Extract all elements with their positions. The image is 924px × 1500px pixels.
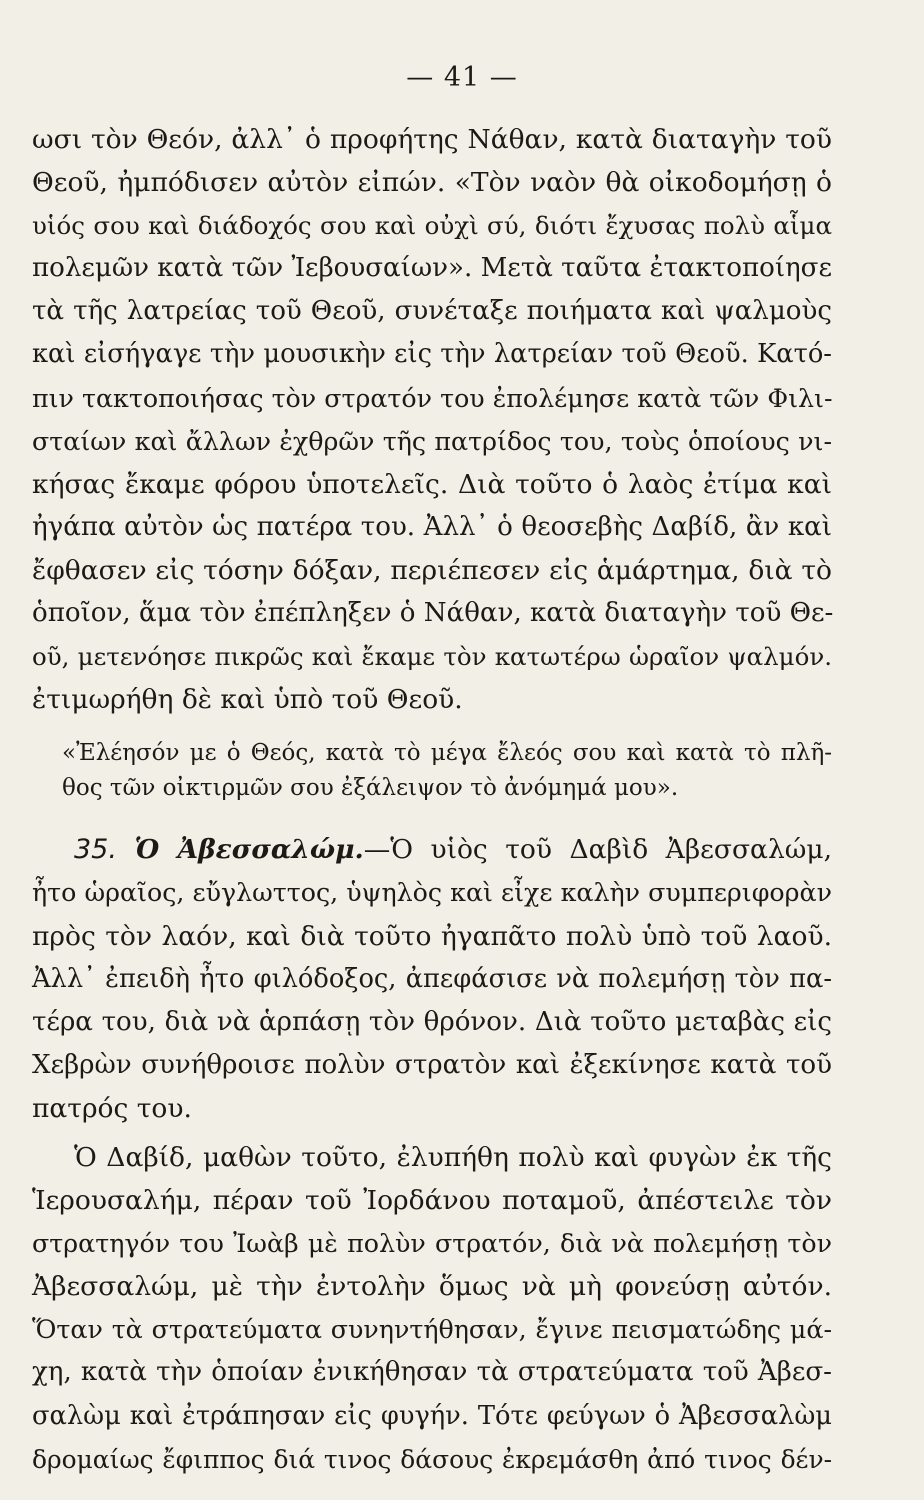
text-line: στρατηγόν του Ἰωὰβ μὲ πολὺν στρατόν, διὰ νὰ πολεμήσῃ τὸν bbox=[32, 1229, 832, 1259]
paragraph-david-flees bbox=[32, 1136, 832, 1481]
text-line: Ἱερουσαλήμ, πέραν τοῦ Ἰορδάνου ποταμοῦ, ἀπέστειλε τὸν bbox=[32, 1185, 832, 1217]
section-number: 35. bbox=[74, 834, 117, 866]
text-line: Θεοῦ, ἠμπόδισεν αὐτὸν εἰπών. «Τὸν ναὸν θὰ οἰκοδομήσῃ ὁ bbox=[32, 167, 832, 199]
text-line: σταίων καὶ ἄλλων ἐχθρῶν τῆς πατρίδος του, τοὺς ὁποίους νι- bbox=[32, 426, 832, 456]
text-line: σαλὼμ καὶ ἐτράπησαν εἰς φυγήν. Τότε φεύγων ὁ Ἀβεσσαλὼμ bbox=[32, 1400, 832, 1431]
text-line: Ἀλλ᾽ ἐπειδὴ ἦτο φιλόδοξος, ἀπεφάσισε νὰ πολεμήσῃ τὸν πα- bbox=[32, 963, 832, 994]
text-line: πρὸς τὸν λαόν, καὶ διὰ τοῦτο ἠγαπᾶτο πολὺ ὑπὸ τοῦ λαοῦ. bbox=[32, 920, 832, 952]
text-line: πιν τακτοποιήσας τὸν στρατόν του ἐπολέμησε κατὰ τῶν Φιλι- bbox=[32, 383, 833, 413]
text-line: ἔφθασεν εἰς τόσην δόξαν, περιέπεσεν εἰς ἁμάρτημα, διὰ τὸ bbox=[32, 554, 832, 586]
text-line: πατρός του. bbox=[32, 1092, 192, 1124]
text-line: καὶ εἰσήγαγε τὴν μουσικὴν εἰς τὴν λατρείαν τοῦ Θεοῦ. Κατό- bbox=[32, 339, 832, 370]
quote-line: θος τῶν οἰκτιρμῶν σου ἐξάλειψον τὸ ἀνόμημά μου». bbox=[62, 775, 679, 802]
psalm-quote bbox=[32, 736, 832, 806]
text-line: ἠγάπα αὐτὸν ὡς πατέρα του. Ἀλλ᾽ ὁ θεοσεβὴς Δαβίδ, ἂν καὶ bbox=[32, 511, 832, 542]
section-first-line bbox=[32, 828, 832, 871]
text-line: Ὁ Δαβίδ, μαθὼν τοῦτο, ἐλυπήθη πολὺ καὶ φυγὼν ἐκ τῆς bbox=[74, 1141, 832, 1173]
text-line: Ἀβεσσαλώμ, μὲ τὴν ἐντολὴν ὅμως νὰ μὴ φονεύσῃ αὐτόν. bbox=[32, 1271, 832, 1303]
text-line: ἐτιμωρήθη δὲ καὶ ὑπὸ τοῦ Θεοῦ. bbox=[32, 684, 463, 716]
text-line: δρομαίως ἔφιππος διά τινος δάσους ἐκρεμάσθη ἀπό τινος δέν- bbox=[32, 1444, 832, 1474]
text-line: υἱός σου καὶ διάδοχός σου καὶ οὐχὶ σύ, διότι ἔχυσας πολὺ αἷμα bbox=[32, 211, 832, 241]
quote-line: «Ἐλέησόν με ὁ Θεός, κατὰ τὸ μέγα ἔλεός σου καὶ κατὰ τὸ πλῆ- bbox=[62, 740, 832, 767]
text-line: Χεβρὼν συνήθροισε πολὺν στρατὸν καὶ ἐξεκίνησε κατὰ τοῦ bbox=[32, 1049, 832, 1080]
text-line: ἦτο ὡραῖος, εὔγλωττος, ὑψηλὸς καὶ εἶχε καλὴν συμπεριφορὰν bbox=[32, 878, 832, 908]
section-absalom bbox=[32, 828, 832, 1130]
text-line: κήσας ἔκαμε φόρου ὑποτελεῖς. Διὰ τοῦτο ὁ λαὸς ἐτίμα καὶ bbox=[32, 468, 832, 500]
text-line: ὁποῖον, ἅμα τὸν ἐπέπληξεν ὁ Νάθαν, κατὰ διαταγὴν τοῦ Θε- bbox=[32, 598, 834, 629]
text-line: Ὅταν τὰ στρατεύματα συνηντήθησαν, ἔγινε πεισματώδης μά- bbox=[32, 1315, 832, 1345]
text-line: χη, κατὰ τὴν ὁποίαν ἐνικήθησαν τὰ στρατεύματα τοῦ Ἀβεσ- bbox=[32, 1357, 832, 1388]
text-line: πολεμῶν κατὰ τῶν Ἰεβουσαίων». Μετὰ ταῦτα ἐτακτοποίησε bbox=[32, 253, 833, 284]
text-line: ωσι τὸν Θεόν, ἀλλ᾽ ὁ προφήτης Νάθαν, κατὰ διαταγὴν τοῦ bbox=[32, 124, 832, 155]
section-first-line-text: —Ὁ υἱὸς τοῦ Δαβὶδ Ἀβεσσαλώμ, bbox=[363, 834, 832, 866]
section-heading: Ὁ Ἀβεσσαλώμ. bbox=[134, 834, 364, 866]
text-line: τὰ τῆς λατρείας τοῦ Θεοῦ, συνέταξε ποιήματα καὶ ψαλμοὺς bbox=[32, 296, 832, 327]
text-line: τέρα του, διὰ νὰ ἁρπάσῃ τὸν θρόνον. Διὰ τοῦτο μεταβὰς εἰς bbox=[32, 1006, 832, 1037]
paragraph-david-temple bbox=[32, 118, 832, 721]
text-line: οῦ, μετενόησε πικρῶς καὶ ἔκαμε τὸν κατωτέρω ὡραῖον ψαλμόν. bbox=[32, 642, 832, 672]
page-number: — 41 — bbox=[406, 62, 518, 93]
page-text bbox=[32, 118, 832, 1481]
